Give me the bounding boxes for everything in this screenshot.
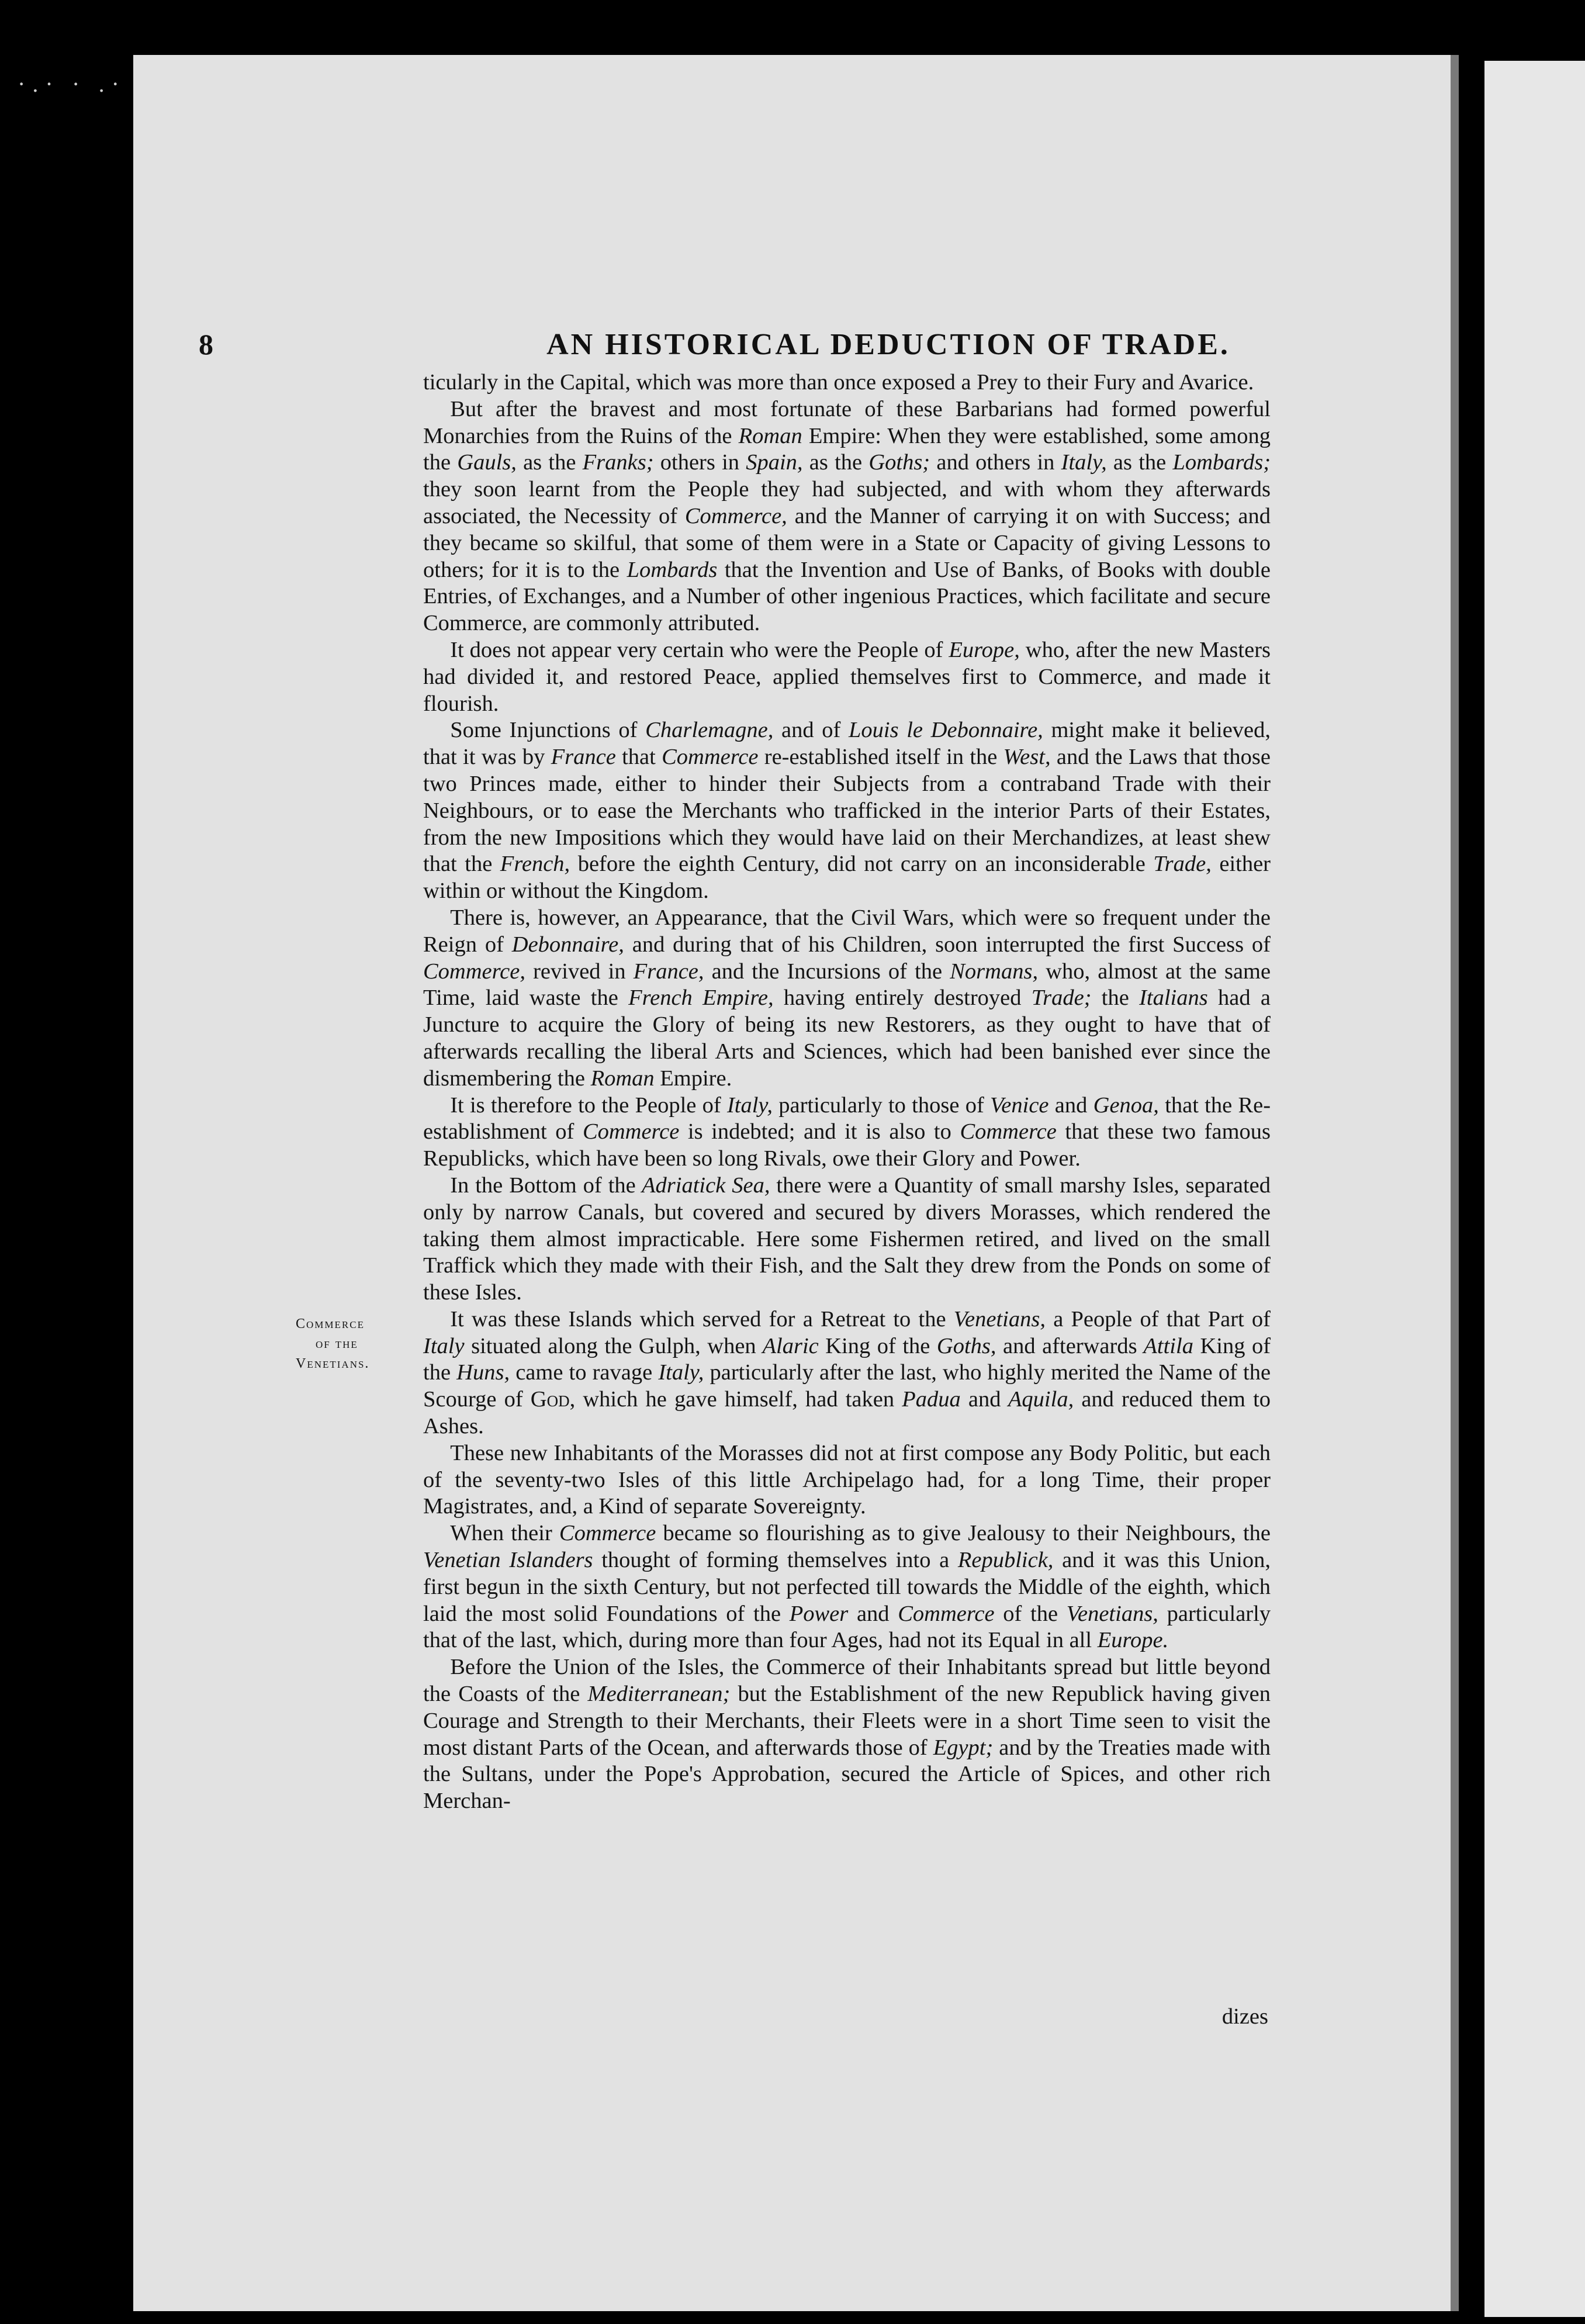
- italic-text: Roman: [590, 1066, 655, 1091]
- italic-text: Venetian Islanders: [423, 1548, 593, 1573]
- text-run: When their: [450, 1521, 552, 1546]
- italic-text: Goths;: [868, 450, 930, 475]
- text-run: It is therefore to the People of: [450, 1092, 721, 1118]
- italic-text: Lombards: [627, 557, 718, 582]
- paragraph: [423, 369, 1271, 396]
- text-run: that the Re-establishment of: [423, 1092, 1271, 1144]
- italic-text: Commerce: [662, 745, 759, 770]
- paragraph: [423, 1306, 1271, 1440]
- facing-page-edge: [1484, 61, 1585, 2317]
- text-run: had a Juncture to acquire the Glory of being its new Restorers, as they ought to have that of afterwards recalling the liberal Arts and Sciences, which had been banished ever since the dismembering the: [423, 985, 1271, 1091]
- page-number: 8: [199, 328, 213, 361]
- text-run: of the: [1003, 1601, 1058, 1626]
- sidenote-line: of the: [316, 1336, 358, 1351]
- text-run: But after the bravest and most fortunate of these Barbarians had formed powerful Monarchies from the Ruins of the: [423, 396, 1271, 448]
- text-run: there were a Quantity of small marshy Isles, separated only by narrow Canals, but covered and secured by divers Morasses, which rendered the taking them almost impracticable. Here some Fishermen retired, and lived on the small Traffick which they made with their Fish, and the Salt they drew from the Ponds on some of these Isles.: [423, 1173, 1271, 1305]
- text-run: which he gave himself, had taken: [583, 1387, 895, 1412]
- text-run: and of: [781, 718, 841, 743]
- text-run: Before the Union of the Isles, the Commerce of their Inhabitants spread but little beyond the Coasts of the: [423, 1655, 1271, 1707]
- paragraph: [423, 905, 1271, 1092]
- italic-text: Venetians,: [1066, 1601, 1158, 1626]
- text-run: and reduced them to Ashes.: [423, 1387, 1271, 1439]
- italic-text: Louis le Debonnaire,: [849, 718, 1043, 743]
- italic-text: Italy,: [726, 1092, 773, 1118]
- text-run: that: [622, 745, 656, 770]
- text-run: thought of forming themselves into a: [601, 1548, 950, 1573]
- paragraph: [423, 1173, 1271, 1306]
- text-run: and the Incursions of the: [711, 959, 943, 984]
- text-run: Some Injunctions of: [450, 718, 638, 743]
- italic-text: Italians: [1139, 985, 1208, 1011]
- italic-text: Alaric: [762, 1333, 819, 1358]
- text-run: is indebted; and it is also to: [687, 1119, 951, 1144]
- text-run: particularly after the last, who highly merited the Name of the Scourge of: [423, 1360, 1271, 1412]
- italic-text: Charlemagne,: [645, 718, 774, 743]
- text-run: and: [1054, 1092, 1088, 1118]
- text-run: King of the: [423, 1333, 1271, 1385]
- italic-text: Adriatick Sea,: [642, 1173, 770, 1198]
- page-edge: [1451, 55, 1459, 2311]
- italic-text: Commerce,: [423, 959, 525, 984]
- text-run: situated along the Gulph, when: [471, 1333, 756, 1358]
- small-caps-text: God,: [530, 1387, 576, 1412]
- italic-text: Debonnaire,: [511, 932, 624, 957]
- text-run: who, after the new Masters had divided it, and restored Peace, applied themselves first to Commerce, and made it flourish.: [423, 637, 1271, 716]
- text-run: There is, however, an Appearance, that the Civil Wars, which were so frequent under the Reign of: [423, 905, 1271, 957]
- text-run: re-established itself in the: [764, 745, 998, 770]
- text-run: and afterwards: [1003, 1333, 1137, 1358]
- text-run: either within or without the Kingdom.: [423, 852, 1271, 904]
- paragraph: [423, 1520, 1271, 1654]
- italic-text: Commerce: [898, 1601, 995, 1626]
- text-run: These new Inhabitants of the Morasses did not at first compose any Body Politic, but each of the seventy-two Isles of this little Archipelago had, for a long Time, their proper Magistrates, and, a Kind of separate Sovereignty.: [423, 1440, 1271, 1519]
- italic-text: Italy,: [1061, 450, 1107, 475]
- text-run: as the: [809, 450, 863, 475]
- paragraph: [423, 1440, 1271, 1520]
- paragraph: [423, 717, 1271, 905]
- italic-text: Attila: [1143, 1333, 1193, 1358]
- italic-text: Venetians,: [953, 1306, 1046, 1332]
- italic-text: Trade,: [1153, 852, 1212, 877]
- italic-text: Commerce: [582, 1119, 680, 1144]
- text-run: It does not appear very certain who were the People of: [450, 637, 943, 662]
- text-run: having entirely destroyed: [783, 985, 1022, 1011]
- text-run: King of the: [825, 1333, 930, 1358]
- text-run: ticularly in the Capital, which was more than once exposed a Prey to their Fury and Avarice.: [423, 370, 1254, 395]
- italic-text: Commerce: [559, 1521, 656, 1546]
- italic-text: West,: [1003, 745, 1051, 770]
- paragraph: [423, 1654, 1271, 1815]
- body-text: [423, 369, 1271, 1815]
- text-run: who, almost at the same Time, laid waste the: [423, 959, 1271, 1011]
- text-run: and during that of his Children, soon interrupted the first Success of: [632, 932, 1271, 957]
- italic-text: French Empire,: [628, 985, 774, 1011]
- text-run: Empire.: [660, 1066, 732, 1091]
- paragraph: [423, 1092, 1271, 1173]
- italic-text: Huns,: [456, 1360, 510, 1385]
- text-run: and the Laws that those two Princes made, either to hinder their Subjects from a contraband Trade with their Neighbours, or to ease the Merchants who trafficked in the interior Parts of their Estates, from the new Impositions which they would have laid on their Merchandizes, at least shew that the: [423, 745, 1271, 877]
- italic-text: Venice: [990, 1092, 1049, 1118]
- italic-text: Normans,: [950, 959, 1039, 984]
- text-run: the: [1101, 985, 1129, 1011]
- italic-text: Franks;: [582, 450, 654, 475]
- text-run: and by the Treaties made with the Sultans, under the Pope's Approbation, secured the Article of Spices, and other rich Merchan-: [423, 1735, 1271, 1814]
- italic-text: Italy: [423, 1333, 465, 1358]
- text-run: but the Establishment of the new Republick having given Courage and Strength to their Merchants, their Fleets were in a short Time seen to visit the most distant Parts of the Ocean, and afterwards those of: [423, 1682, 1271, 1760]
- paragraph: [423, 637, 1271, 717]
- italic-text: France: [551, 745, 616, 770]
- italic-text: Power: [789, 1601, 849, 1626]
- text-run: revived in: [533, 959, 626, 984]
- italic-text: Roman: [738, 423, 802, 448]
- text-run: might make it believed, that it was by: [423, 718, 1271, 770]
- text-run: they soon learnt from the People they had subjected, and with whom they afterwards associated, the Necessity of: [423, 477, 1271, 528]
- text-run: It was these Islands which served for a Retreat to the: [450, 1306, 946, 1332]
- italic-text: Spain,: [746, 450, 803, 475]
- text-run: and others in: [936, 450, 1055, 475]
- italic-text: Padua: [902, 1387, 961, 1412]
- text-run: Empire: When they were established, some among the: [423, 423, 1271, 475]
- text-run: came to ravage: [515, 1360, 653, 1385]
- sidenote-line: Commerce: [296, 1316, 365, 1332]
- text-run: In the Bottom of the: [450, 1173, 636, 1198]
- italic-text: Commerce,: [684, 503, 787, 528]
- italic-text: Europe.: [1097, 1628, 1169, 1653]
- text-run: particularly to those of: [778, 1092, 984, 1118]
- italic-text: Goths,: [936, 1333, 996, 1358]
- text-run: and: [856, 1601, 890, 1626]
- italic-text: French,: [500, 852, 570, 877]
- italic-text: Lombards;: [1172, 450, 1271, 475]
- italic-text: Republick,: [957, 1548, 1054, 1573]
- text-run: that these two famous Republicks, which have been so long Rivals, owe their Glory and Power.: [423, 1119, 1271, 1171]
- text-run: as the: [1113, 450, 1167, 475]
- sidenote-line: Venetians.: [296, 1356, 370, 1371]
- italic-text: Mediterranean;: [587, 1682, 731, 1707]
- italic-text: Gauls,: [457, 450, 517, 475]
- margin-sidenote: [296, 1314, 413, 1374]
- text-run: and the Manner of carrying it on with Success; and they became so skilful, that some of them were in a State or Capacity of giving Lessons to others; for it is to the: [423, 503, 1271, 582]
- text-run: and: [968, 1387, 1001, 1412]
- text-run: a People of that Part of: [1053, 1306, 1271, 1332]
- text-run: before the eighth Century, did not carry on an inconsiderable: [577, 852, 1146, 877]
- scan-specks: ·.· ∙ .·: [18, 71, 126, 97]
- catchword: dizes: [1221, 2004, 1268, 2029]
- italic-text: Commerce: [960, 1119, 1057, 1144]
- text-run: others in: [660, 450, 740, 475]
- text-run: particularly that of the last, which, during more than four Ages, had not its Equal in all: [423, 1601, 1271, 1653]
- italic-text: France,: [633, 959, 704, 984]
- italic-text: Egypt;: [933, 1735, 994, 1760]
- italic-text: Italy,: [658, 1360, 704, 1385]
- paragraph: [423, 396, 1271, 637]
- text-run: and it was this Union, first begun in the sixth Century, but not perfected till towards the Middle of the eighth, which laid the most solid Foundations of the: [423, 1548, 1271, 1626]
- italic-text: Aquila,: [1008, 1387, 1074, 1412]
- running-head: AN HISTORICAL DEDUCTION OF TRADE.: [546, 328, 1230, 361]
- text-run: that the Invention and Use of Banks, of Books with double Entries, of Exchanges, and a Number of other ingenious Practices, which facilitate and secure Commerce, are commonly attributed.: [423, 557, 1271, 636]
- text-run: became so flourishing as to give Jealousy to their Neighbours, the: [663, 1521, 1271, 1546]
- italic-text: Genoa,: [1093, 1092, 1159, 1118]
- text-run: as the: [523, 450, 576, 475]
- italic-text: Trade;: [1031, 985, 1092, 1011]
- italic-text: Europe,: [949, 637, 1020, 662]
